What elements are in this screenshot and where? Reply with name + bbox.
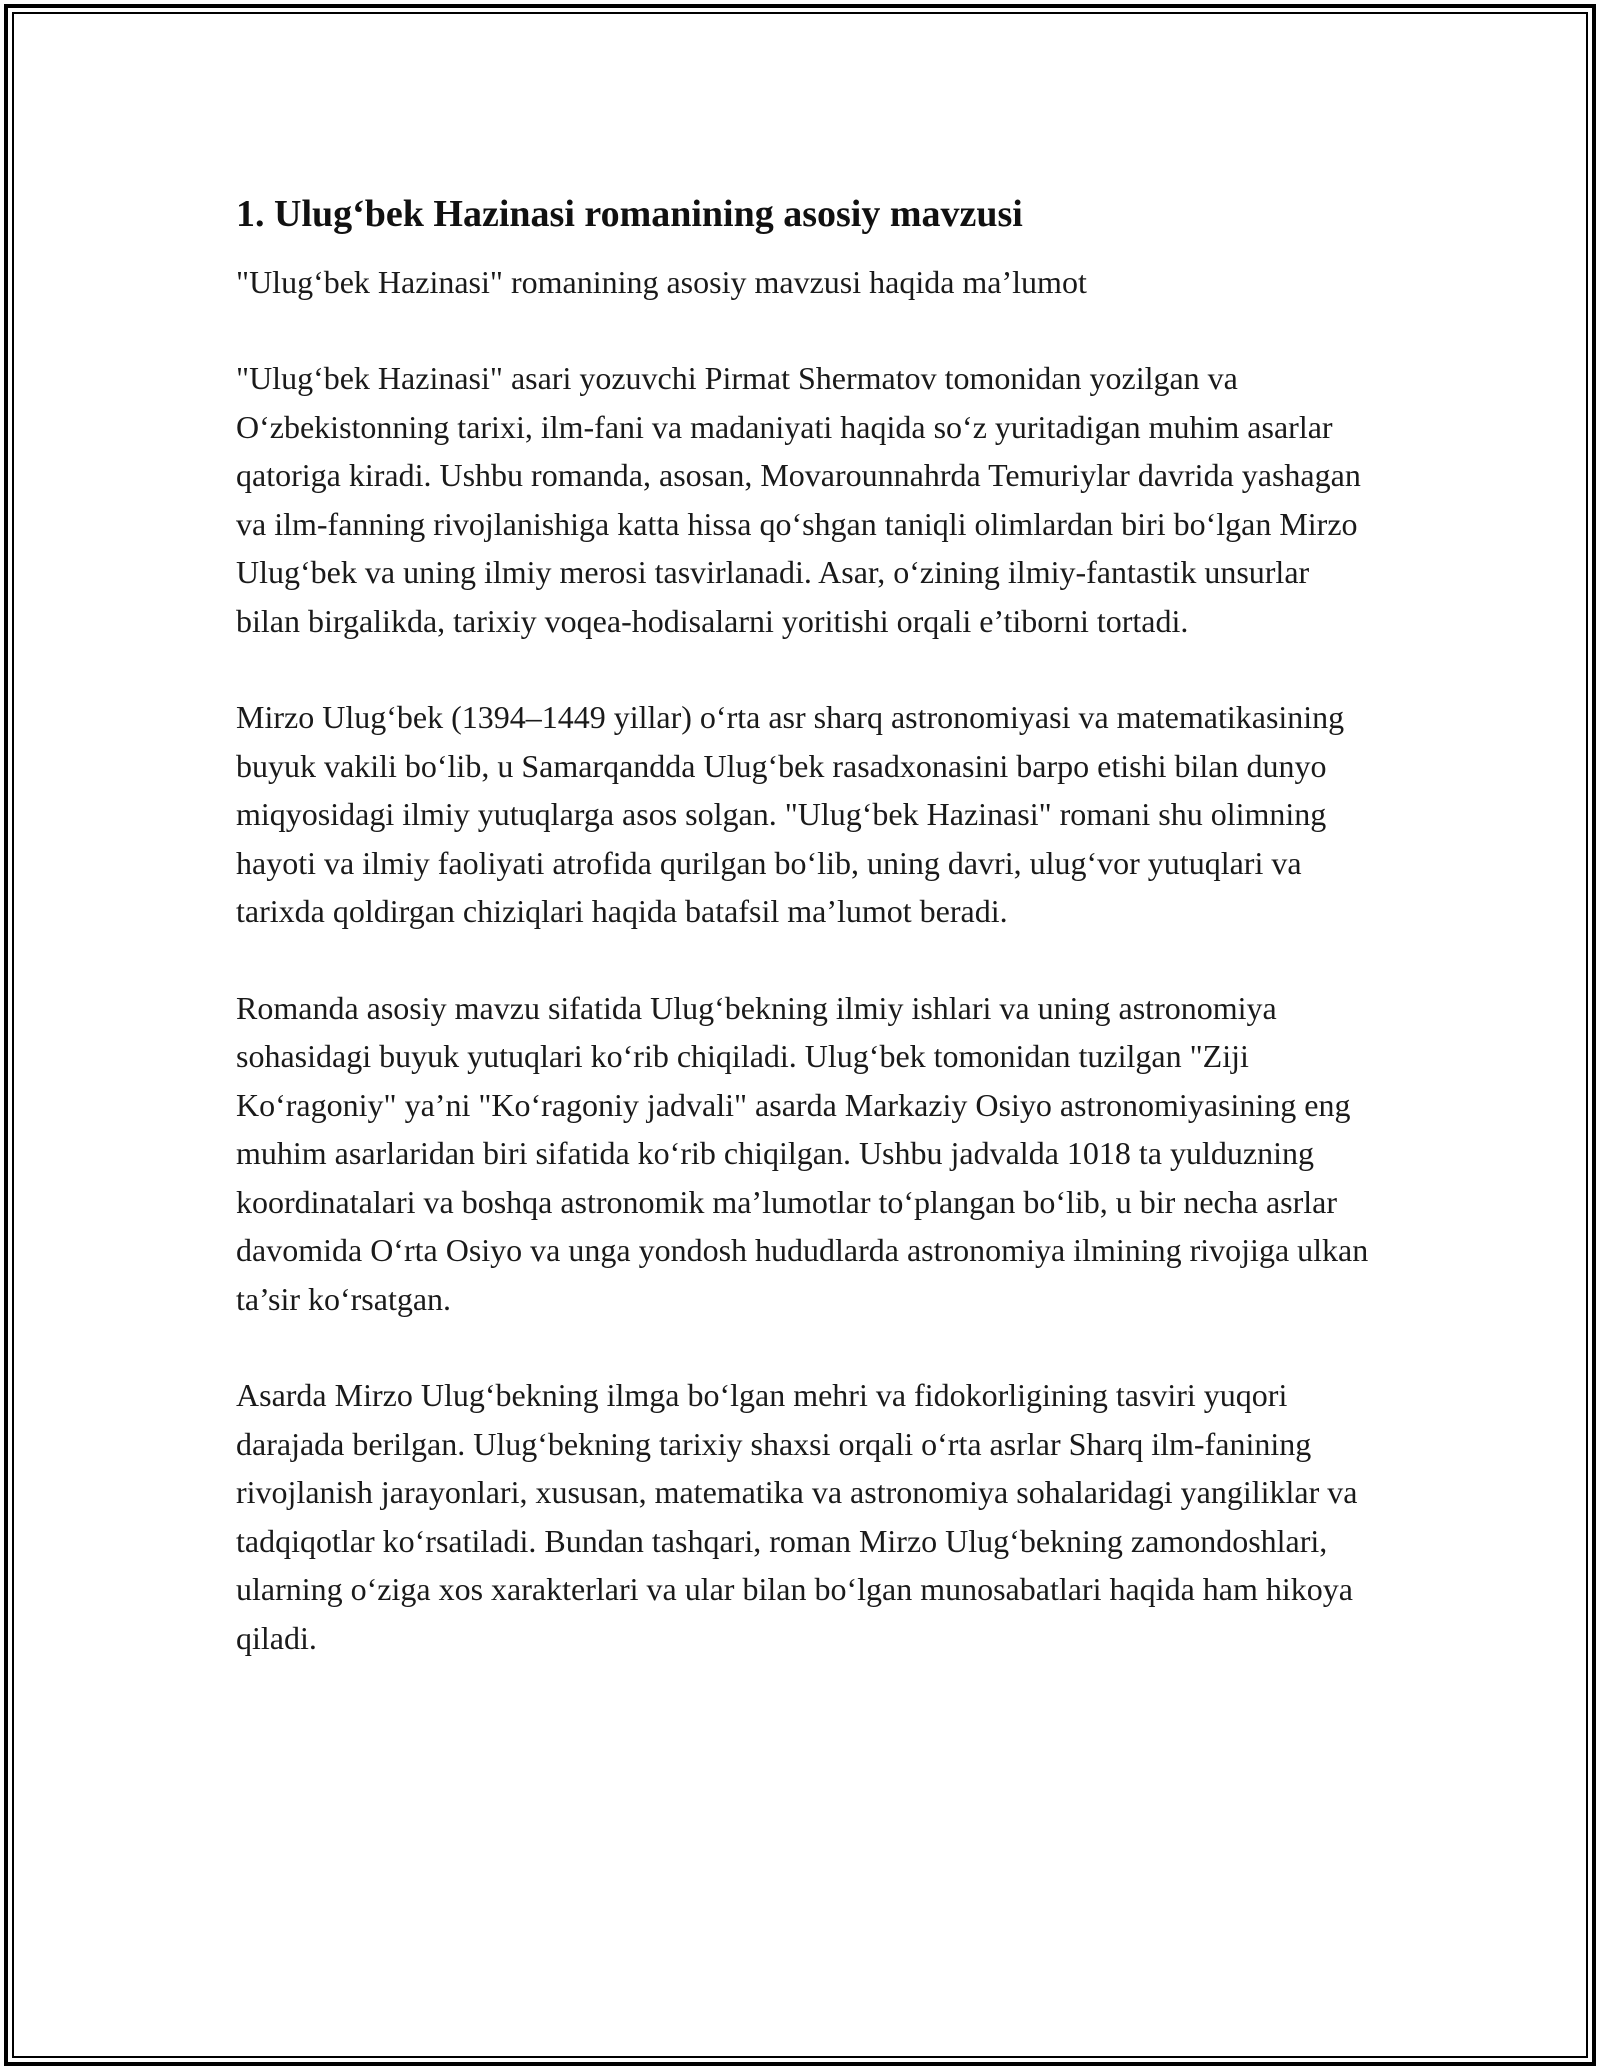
- section-subtitle: "Ulug‘bek Hazinasi" romanining asosiy mavzusi haqida ma’lumot: [236, 264, 1087, 300]
- paragraph-1: "Ulug‘bek Hazinasi" asari yozuvchi Pirmat Shermatov tomonidan yozilgan va O‘zbekistonning tarixi, ilm-fani va madaniyati haqida so‘z yuritadigan muhim asarlar qatoriga kiradi. Ushbu romanda, asosan, Movarounnahrda Temuriylar davrida yashagan va ilm-fanning rivojlanishiga katta hissa qo‘shgan taniqli olimlardan biri bo‘lgan Mirzo Ulug‘bek va uning ilmiy merosi tasvirlanadi. Asar, o‘zining ilmiy-fantastik unsurlar bilan birgalikda, tarixiy voqea-hodisalarni yoritishi orqali e’tiborni tortadi.: [236, 360, 1361, 639]
- section-heading: 1. Ulug‘bek Hazinasi romanining asosiy mavzusi: [236, 193, 1023, 235]
- document-body: [236, 190, 1376, 1710]
- paragraph-4: Asarda Mirzo Ulug‘bekning ilmga bo‘lgan mehri va fidokorligining tasviri yuqori darajada berilgan. Ulug‘bekning tarixiy shaxsi orqali o‘rta asrlar Sharq ilm-fanining rivojlanish jarayonlari, xususan, matematika va astronomiya sohalaridagi yangiliklar va tadqiqotlar ko‘rsatiladi. Bundan tashqari, roman Mirzo Ulug‘bekning zamondoshlari, ularning o‘ziga xos xarakterlari va ular bilan bo‘lgan munosabatlari haqida ham hikoya qiladi.: [236, 1377, 1358, 1656]
- paragraph-3: Romanda asosiy mavzu sifatida Ulug‘bekning ilmiy ishlari va uning astronomiya sohasidagi buyuk yutuqlari ko‘rib chiqiladi. Ulug‘bek tomonidan tuzilgan "Ziji Ko‘ragoniy" ya’ni "Ko‘ragoniy jadvali" asarda Markaziy Osiyo astronomiyasining eng muhim asarlaridan biri sifatida ko‘rib chiqilgan. Ushbu jadvalda 1018 ta yulduzning koordinatalari va boshqa astronomik ma’lumotlar to‘plangan bo‘lib, u bir necha asrlar davomida O‘rta Osiyo va unga yondosh hududlarda astronomiya ilmining rivojiga ulkan ta’sir ko‘rsatgan.: [236, 989, 1369, 1317]
- paragraph-2: Mirzo Ulug‘bek (1394–1449 yillar) o‘rta asr sharq astronomiyasi va matematikasining buyuk vakili bo‘lib, u Samarqandda Ulug‘bek rasadxonasini barpo etishi bilan dunyo miqyosidagi ilmiy yutuqlarga asos solgan. "Ulug‘bek Hazinasi" romani shu olimning hayoti va ilmiy faoliyati atrofida qurilgan bo‘lib, uning davri, ulug‘vor yutuqlari va tarixda qoldirgan chiziqlari haqida batafsil ma’lumot beradi.: [236, 699, 1345, 929]
